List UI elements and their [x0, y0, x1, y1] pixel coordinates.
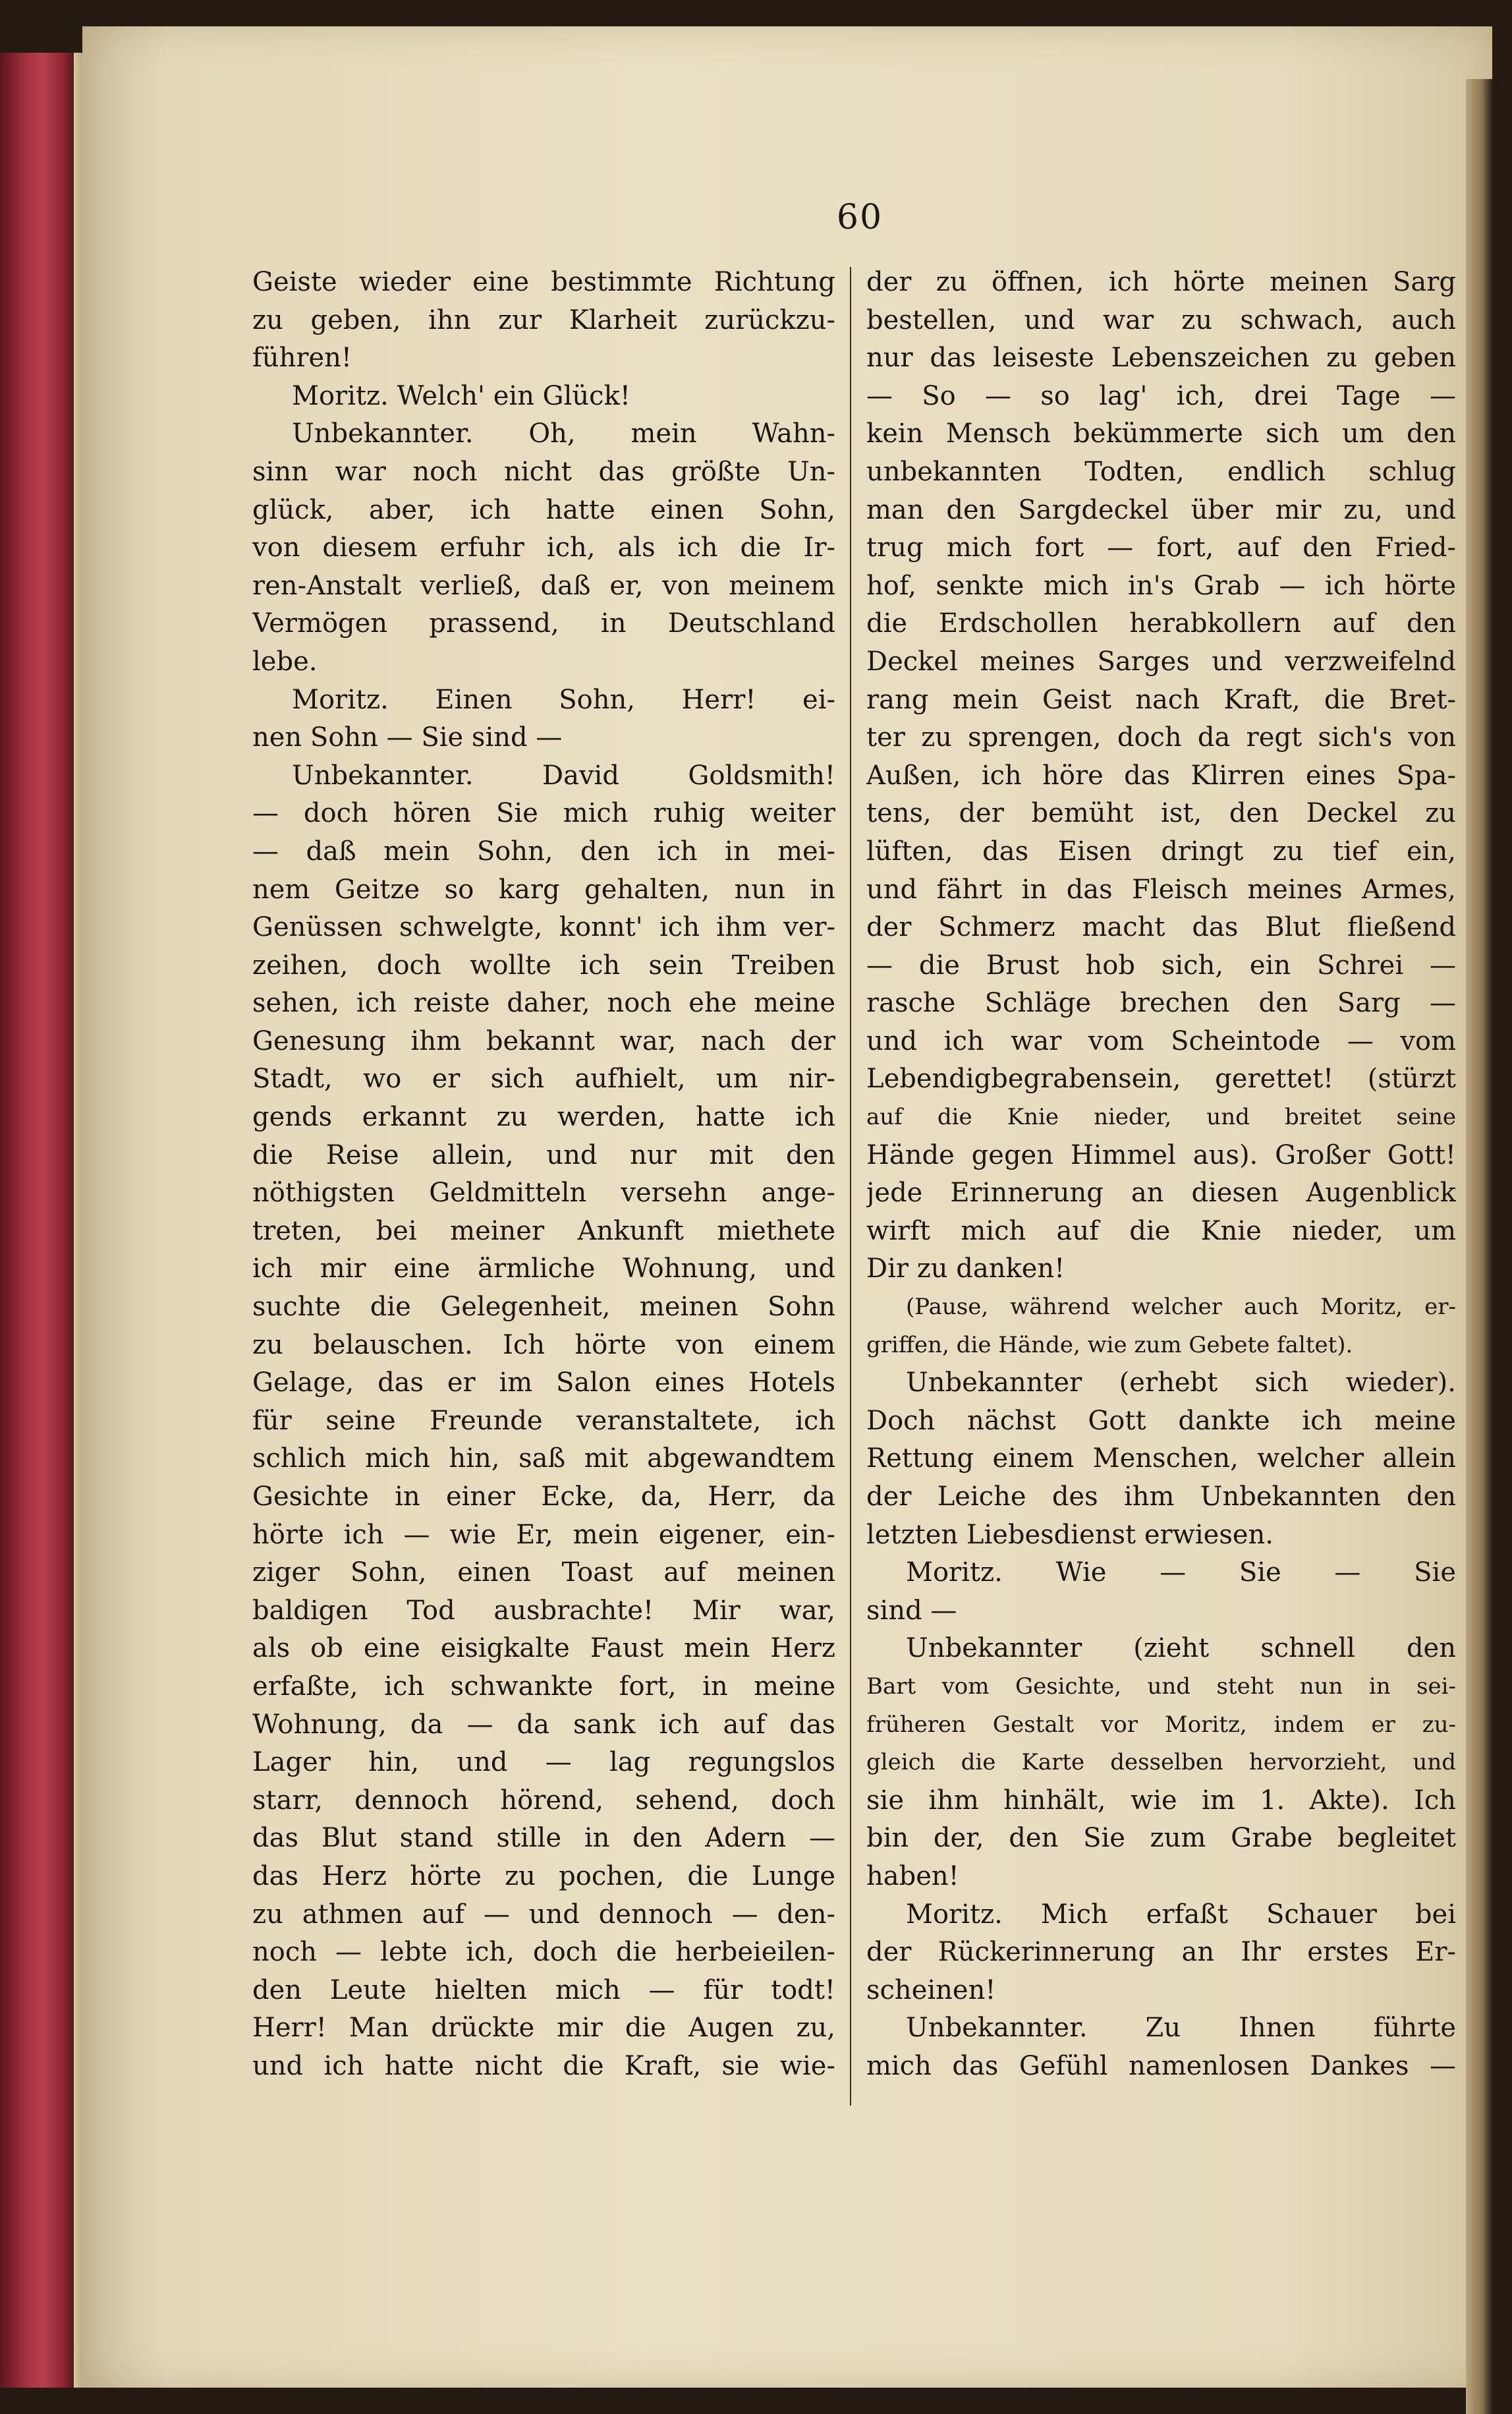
text-line: nöthigsten Geldmitteln versehn ange-: [252, 1178, 835, 1209]
text-line: suchte die Gelegenheit, meinen Sohn: [252, 1292, 835, 1323]
text-line: Lager hin, und — lag regungslos: [252, 1747, 835, 1778]
text-line: hof, senkte mich in's Grab — ich hörte: [866, 570, 1456, 601]
text-line: jede Erinnerung an diesen Augenblick: [866, 1178, 1456, 1209]
text-line: und fährt in das Fleisch meines Armes,: [866, 874, 1456, 905]
text-line: griffen, die Hände, wie zum Gebete faltet).: [866, 1331, 1353, 1358]
text-line: Lebendigbegrabensein, gerettet! (stürzt: [866, 1064, 1456, 1095]
text-line: sind —: [866, 1595, 957, 1626]
text-line: kein Mensch bekümmerte sich um den: [866, 418, 1456, 449]
text-line: rasche Schläge brechen den Sarg —: [866, 988, 1456, 1019]
text-line: der zu öffnen, ich hörte meinen Sarg: [866, 267, 1456, 297]
book-binding: [0, 53, 79, 2388]
text-line: ich mir eine ärmliche Wohnung, und: [252, 1253, 835, 1284]
text-line: lebe.: [252, 646, 318, 677]
text-line: Doch nächst Gott dankte ich meine: [866, 1405, 1456, 1436]
text-line: die Erdschollen herabkollern auf den: [866, 608, 1456, 639]
text-line: trug mich fort — fort, auf den Fried-: [866, 532, 1456, 563]
text-line: der Schmerz macht das Blut fließend: [866, 912, 1456, 943]
text-line: Unbekannter (erhebt sich wieder).: [906, 1367, 1456, 1398]
text-line: nen Sohn — Sie sind —: [252, 722, 563, 753]
text-line: ren-Anstalt verließ, daß er, von meinem: [252, 570, 835, 601]
text-line: (Pause, während welcher auch Moritz, er-: [906, 1294, 1456, 1321]
text-line: Hände gegen Himmel aus). Großer Gott!: [866, 1139, 1456, 1170]
text-line: Unbekannter (zieht schnell den: [906, 1633, 1456, 1664]
text-line: Unbekannter. David Goldsmith!: [292, 760, 835, 791]
text-line: Dir zu danken!: [866, 1253, 1065, 1284]
text-line: Genesung ihm bekannt war, nach der: [252, 1025, 835, 1056]
text-line: und ich hatte nicht die Kraft, sie wie-: [252, 2050, 835, 2081]
text-line: früheren Gestalt vor Moritz, indem er zu-: [866, 1711, 1456, 1738]
text-line: Moritz. Mich erfaßt Schauer bei: [906, 1899, 1456, 1930]
text-line: tens, der bemüht ist, den Deckel zu: [866, 798, 1456, 829]
text-line: wirft mich auf die Knie nieder, um: [866, 1215, 1456, 1246]
text-line: das Blut stand stille in den Adern —: [252, 1823, 835, 1854]
text-line: Deckel meines Sarges und verzweifelnd: [866, 646, 1456, 677]
text-line: Geiste wieder eine bestimmte Richtung: [252, 267, 835, 297]
text-line: mich das Gefühl namenlosen Dankes —: [866, 2050, 1456, 2081]
text-line: lüften, das Eisen dringt zu tief ein,: [866, 836, 1456, 867]
text-line: rang mein Geist nach Kraft, die Bret-: [866, 684, 1456, 715]
text-line: noch — lebte ich, doch die herbeieilen-: [252, 1937, 835, 1968]
text-line: scheinen!: [866, 1974, 996, 2005]
text-line: haben!: [866, 1860, 959, 1891]
text-line: für seine Freunde veranstaltete, ich: [252, 1405, 835, 1436]
text-line: den Leute hielten mich — für todt!: [252, 1974, 835, 2005]
text-line: Außen, ich höre das Klirren eines Spa-: [866, 760, 1456, 791]
column-divider: [850, 267, 851, 2106]
page-fore-edge: [1466, 79, 1492, 2414]
text-line: die Reise allein, und nur mit den: [252, 1139, 835, 1170]
text-line: ziger Sohn, einen Toast auf meinen: [252, 1557, 835, 1588]
text-line: bin der, den Sie zum Grabe begleitet: [866, 1823, 1456, 1854]
text-line: sehen, ich reiste daher, noch ehe meine: [252, 988, 835, 1019]
text-line: hörte ich — wie Er, mein eigener, ein-: [252, 1519, 835, 1550]
text-line: gends erkannt zu werden, hatte ich: [252, 1102, 835, 1133]
text-line: ter zu sprengen, doch da regt sich's von: [866, 722, 1456, 753]
text-line: Vermögen prassend, in Deutschland: [252, 608, 835, 639]
text-line: zu athmen auf — und dennoch — den-: [252, 1899, 835, 1930]
text-line: Unbekannter. Oh, mein Wahn-: [292, 418, 835, 449]
text-line: — doch hören Sie mich ruhig weiter: [252, 798, 835, 829]
text-line: zu geben, ihn zur Klarheit zurückzu-: [252, 304, 835, 335]
text-line: Gesichte in einer Ecke, da, Herr, da: [252, 1481, 835, 1512]
text-line: sie ihm hinhält, wie im 1. Akte). Ich: [866, 1785, 1456, 1816]
text-line: — die Brust hob sich, ein Schrei —: [866, 950, 1456, 981]
text-line: baldigen Tod ausbrachte! Mir war,: [252, 1595, 835, 1626]
text-line: zeihen, doch wollte ich sein Treiben: [252, 950, 835, 981]
left-text-column: [252, 264, 835, 2086]
text-line: bestellen, und war zu schwach, auch: [866, 304, 1456, 335]
text-line: und ich war vom Scheintode — vom: [866, 1025, 1456, 1056]
text-line: man den Sargdeckel über mir zu, und: [866, 494, 1456, 525]
text-line: gleich die Karte desselben hervorzieht, und: [866, 1749, 1456, 1776]
text-line: schlich mich hin, saß mit abgewandtem: [252, 1443, 835, 1474]
page-number: 60: [836, 198, 883, 237]
text-line: Unbekannter. Zu Ihnen führte: [906, 2013, 1456, 2044]
text-line: als ob eine eisigkalte Faust mein Herz: [252, 1633, 835, 1664]
text-line: unbekannten Todten, endlich schlug: [866, 456, 1456, 487]
text-line: Moritz. Einen Sohn, Herr! ei-: [292, 684, 835, 715]
text-line: führen!: [252, 343, 352, 374]
text-line: treten, bei meiner Ankunft miethete: [252, 1215, 835, 1246]
text-line: glück, aber, ich hatte einen Sohn,: [252, 494, 835, 525]
text-line: Wohnung, da — da sank ich auf das: [252, 1709, 835, 1740]
text-line: starr, dennoch hörend, sehend, doch: [252, 1785, 835, 1816]
text-line: der Rückerinnerung an Ihr erstes Er-: [866, 1937, 1456, 1968]
text-line: Genüssen schwelgte, konnt' ich ihm ver-: [252, 912, 835, 943]
text-line: zu belauschen. Ich hörte von einem: [252, 1329, 835, 1360]
text-line: — daß mein Sohn, den ich in mei-: [252, 836, 835, 867]
text-line: letzten Liebesdienst erwiesen.: [866, 1519, 1274, 1550]
text-line: erfaßte, ich schwankte fort, in meine: [252, 1671, 835, 1702]
text-line: sinn war noch nicht das größte Un-: [252, 456, 835, 487]
text-line: nem Geitze so karg gehalten, nun in: [252, 874, 835, 905]
text-line: Moritz. Welch' ein Glück!: [292, 380, 630, 411]
text-line: von diesem erfuhr ich, als ich die Ir-: [252, 532, 835, 563]
text-line: Herr! Man drückte mir die Augen zu,: [252, 2013, 835, 2044]
text-line: Stadt, wo er sich aufhielt, um nir-: [252, 1064, 835, 1095]
text-line: Moritz. Wie — Sie — Sie: [906, 1557, 1456, 1588]
text-line: Rettung einem Menschen, welcher allein: [866, 1443, 1456, 1474]
text-line: das Herz hörte zu pochen, die Lunge: [252, 1860, 835, 1891]
text-line: — So — so lag' ich, drei Tage —: [866, 380, 1456, 411]
text-line: auf die Knie nieder, und breitet seine: [866, 1104, 1456, 1131]
right-text-column: [866, 264, 1456, 2086]
text-line: nur das leiseste Lebenszeichen zu geben: [866, 343, 1456, 374]
text-line: der Leiche des ihm Unbekannten den: [866, 1481, 1456, 1512]
text-line: Bart vom Gesichte, und steht nun in sei-: [866, 1673, 1456, 1700]
text-line: Gelage, das er im Salon eines Hotels: [252, 1367, 835, 1398]
